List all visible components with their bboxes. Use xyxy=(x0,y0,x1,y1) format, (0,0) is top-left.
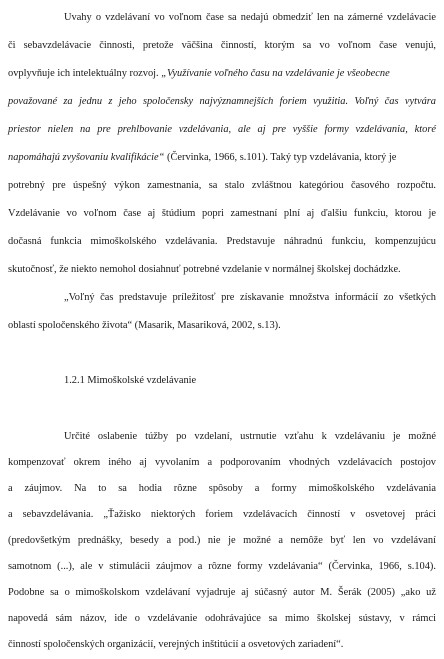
paragraph-1-line: dočasná funkcia mimoškolského vzdelávania. Predstavuje náhradnú funkciu, kompenzujúcu xyxy=(8,236,436,247)
paragraph-1-line: či sebavzdelávacie činnosti, pretože väčšina činností, ktorým sa vo voľnom čase venujú, xyxy=(8,40,436,51)
paragraph-1-line: Vzdelávanie vo voľnom čase aj štúdium popri zamestnaní plní aj ďalšiu funkciu, ktorou je xyxy=(8,208,436,219)
paragraph-2-line: „Voľný čas predstavuje príležitosť pre získavanie množstva informácií zo všetkých xyxy=(64,292,436,303)
paragraph-3-line: samotnom (...), ale v stimulácii záujmov a rôzne formy vzdelávania“ (Červinka, 1966, s.104). xyxy=(8,561,436,572)
paragraph-3-line: (predovšetkým prednášky, besedy a pod.) nie je možné a nemôže byť len vo vzdelávaní xyxy=(8,535,436,546)
paragraph-1-quote: napomáhajú zvyšovaniu kvalifikácie“ xyxy=(8,152,165,163)
paragraph-1-quote-line: priestor nielen na pre prehlbovanie vzdelávania, ale aj pre vyššie formy vzdelávania, ktoré xyxy=(8,124,436,135)
paragraph-1-line: Uvahy o vzdelávaní vo voľnom čase sa nedajú obmedziť len na zámerné vzdelávacie xyxy=(64,12,436,23)
paragraph-3-line: kompenzovať okrem iného aj vyvolaním a podporovaním vhodných vzdelávacích postojov xyxy=(8,457,436,468)
paragraph-3-line: napovedá sám názov, ide o vzdelávanie odohrávajúce sa mimo školskej sústavy, v rámci xyxy=(8,613,436,624)
paragraph-3-line: Určité oslabenie túžby po vzdelaní, ustrnutie vzťahu k vzdelávaniu je možné xyxy=(64,431,436,442)
paragraph-1-quote-line: považované za jednu z jeho spoločensky najvýznamnejších foriem využitia. Voľný čas vytvára xyxy=(8,96,436,107)
paragraph-2-line: oblastí spoločenského života“ (Masarik, Masariková, 2002, s.13). xyxy=(8,320,281,331)
paragraph-1-line xyxy=(8,67,436,81)
paragraph-1-line: potrebný pre úspešný výkon zamestnania, sa stalo zvláštnou kategóriou časového rozpočtu. xyxy=(8,180,436,191)
paragraph-1-line: skutočnosť, že niekto nemohol dosiahnuť potrebné vzdelanie v normálnej školskej dochádzke. xyxy=(8,264,401,275)
paragraph-1-quote: „Využívanie voľného času na vzdelávanie je všeobecne xyxy=(158,68,390,79)
paragraph-3-line: činností spoločenských organizácií, verejných inštitúcií a osvetových zariadení“. xyxy=(8,639,344,650)
section-heading: 1.2.1 Mimoškolské vzdelávanie xyxy=(64,375,197,386)
paragraph-1-line xyxy=(8,151,436,165)
paragraph-1-text: ovplyvňuje ich intelektuálny rozvoj. xyxy=(8,68,159,79)
paragraph-3-line: a sebavzdelávania. „Ťažisko niektorých foriem vzdelávacích činností v osvetovej práci xyxy=(8,509,436,520)
paragraph-3-line: Podobne sa o mimoškolskom vzdelávaní vyjadruje aj súčasný autor M. Šerák (2005) „ako už xyxy=(8,587,436,598)
paragraph-3-line: a záujmov. Na to sa hodia rôzne spôsoby a formy mimoškolského vzdelávania xyxy=(8,483,436,494)
paragraph-1-citation: (Červinka, 1966, s.101). Taký typ vzdelávania, ktorý je xyxy=(164,152,397,163)
